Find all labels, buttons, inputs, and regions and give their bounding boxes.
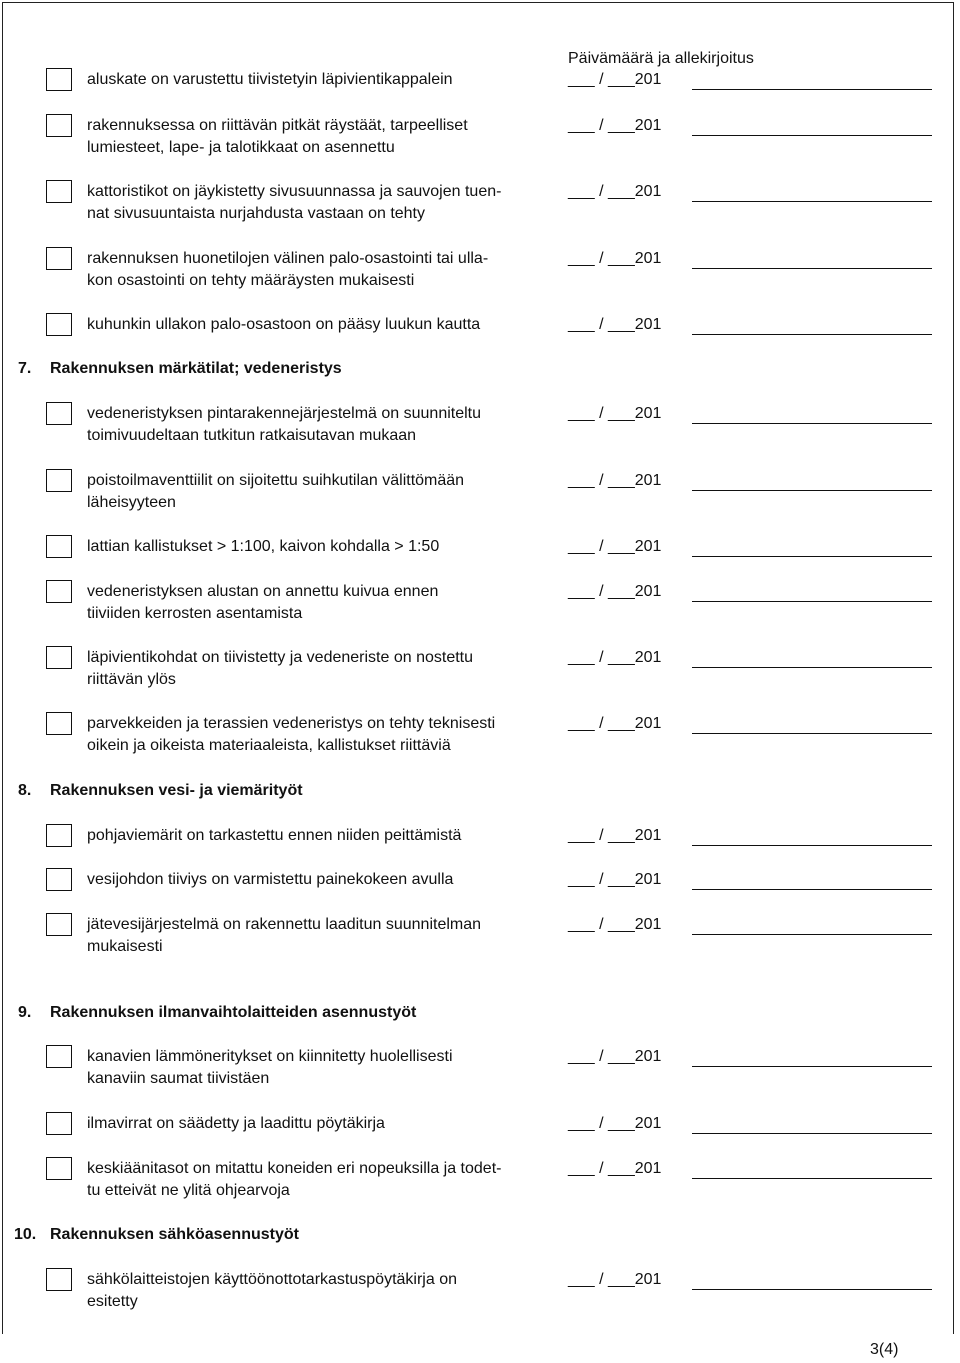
item-text <box>87 403 481 447</box>
date-field[interactable]: ___ / ___201 <box>568 649 662 666</box>
item-text <box>87 825 461 847</box>
item-text-line: lattian kallistukset > 1:100, kaivon kohdalla > 1:50 <box>87 538 440 555</box>
item-text-line: ilmavirrat on säädetty ja laadittu pöytäkirja <box>87 1115 385 1132</box>
section-number: 9. <box>18 1004 32 1021</box>
item-text-line: parvekkeiden ja terassien vedeneristys on tehty teknisesti <box>87 715 496 732</box>
section-number: 7. <box>18 360 32 377</box>
checkbox[interactable] <box>46 313 72 336</box>
date-field[interactable]: ___ / ___201 <box>568 316 662 333</box>
date-field[interactable]: ___ / ___201 <box>568 405 662 422</box>
section-number: 10. <box>14 1226 37 1243</box>
signature-line[interactable] <box>692 1133 932 1134</box>
item-text <box>87 1158 501 1202</box>
signature-line[interactable] <box>692 556 932 557</box>
checkbox[interactable] <box>46 535 72 558</box>
section-number: 8. <box>18 782 32 799</box>
item-text <box>87 248 488 292</box>
item-text-line: kattoristikot on jäykistetty sivusuunnassa ja sauvojen tuen- <box>87 183 502 200</box>
signature-line[interactable] <box>692 1066 932 1067</box>
section-heading <box>0 1224 960 1246</box>
date-field[interactable]: ___ / ___201 <box>568 715 662 732</box>
item-text <box>87 869 453 891</box>
date-field[interactable]: ___ / ___201 <box>568 1115 662 1132</box>
item-text-line: rakennuksen huonetilojen välinen palo-osastointi tai ulla- <box>87 250 489 267</box>
signature-line[interactable] <box>692 490 932 491</box>
date-field[interactable]: ___ / ___201 <box>568 1160 662 1177</box>
checkbox[interactable] <box>46 868 72 891</box>
signature-line[interactable] <box>692 201 932 202</box>
checkbox[interactable] <box>46 68 72 91</box>
date-field[interactable]: ___ / ___201 <box>568 1048 662 1065</box>
date-field[interactable]: ___ / ___201 <box>568 117 662 134</box>
checkbox[interactable] <box>46 913 72 936</box>
checkbox[interactable] <box>46 1268 72 1291</box>
item-text <box>87 1269 457 1313</box>
signature-line[interactable] <box>692 268 932 269</box>
item-text-line: tu etteivät ne ylitä ohjearvoja <box>87 1182 290 1199</box>
item-text-line: lumiesteet, lape- ja talotikkaat on asennettu <box>87 139 395 156</box>
signature-line[interactable] <box>692 1289 932 1290</box>
item-text-line: jätevesijärjestelmä on rakennettu laaditun suunnitelman <box>87 916 482 933</box>
date-field[interactable]: ___ / ___201 <box>568 250 662 267</box>
item-text-line: tiiviiden kerrosten asentamista <box>87 605 303 622</box>
signature-line[interactable] <box>692 334 932 335</box>
item-text-line: riittävän ylös <box>87 671 176 688</box>
signature-line[interactable] <box>692 733 932 734</box>
item-text <box>87 536 439 558</box>
section-heading <box>0 358 960 380</box>
item-text <box>87 647 473 691</box>
date-field[interactable]: ___ / ___201 <box>568 71 662 88</box>
item-text-line: läpivientikohdat on tiivistetty ja vedeneriste on nostettu <box>87 649 474 666</box>
item-text-line: kon osastointi on tehty määräysten mukaisesti <box>87 272 415 289</box>
item-text <box>87 314 480 336</box>
signature-line[interactable] <box>692 1178 932 1179</box>
section-heading <box>0 780 960 802</box>
checkbox[interactable] <box>46 114 72 137</box>
section-title: Rakennuksen vesi- ja viemärityöt <box>50 782 303 799</box>
item-text-line: nat sivusuuntaista nurjahdusta vastaan on tehty <box>87 205 425 222</box>
item-text <box>87 69 453 91</box>
item-text-line: kanavien lämmöneritykset on kiinnitetty huolellisesti <box>87 1048 453 1065</box>
signature-line[interactable] <box>692 89 932 90</box>
item-text-line: vedeneristyksen alustan on annettu kuivua ennen <box>87 583 439 600</box>
signature-line[interactable] <box>692 667 932 668</box>
item-text-line: sähkölaitteistojen käyttöönottotarkastuspöytäkirja on <box>87 1271 457 1288</box>
item-text <box>87 181 501 225</box>
item-text <box>87 713 495 757</box>
checkbox[interactable] <box>46 180 72 203</box>
item-text <box>87 115 468 159</box>
item-text-line: vesijohdon tiiviys on varmistettu painekokeen avulla <box>87 871 454 888</box>
checkbox[interactable] <box>46 646 72 669</box>
section-title: Rakennuksen ilmanvaihtolaitteiden asennustyöt <box>50 1004 417 1021</box>
date-field[interactable]: ___ / ___201 <box>568 871 662 888</box>
item-text-line: rakennuksessa on riittävän pitkät räystäät, tarpeelliset <box>87 117 468 134</box>
checkbox[interactable] <box>46 824 72 847</box>
date-field[interactable]: ___ / ___201 <box>568 583 662 600</box>
date-field[interactable]: ___ / ___201 <box>568 183 662 200</box>
signature-line[interactable] <box>692 423 932 424</box>
checkbox[interactable] <box>46 1157 72 1180</box>
item-text <box>87 1113 385 1135</box>
checkbox[interactable] <box>46 1045 72 1068</box>
checkbox[interactable] <box>46 469 72 492</box>
section-title: Rakennuksen sähköasennustyöt <box>50 1226 299 1243</box>
item-text-line: kanaviin saumat tiivistäen <box>87 1070 270 1087</box>
signature-line[interactable] <box>692 845 932 846</box>
date-signature-header: Päivämäärä ja allekirjoitus <box>568 50 754 67</box>
item-text-line: oikein ja oikeista materiaaleista, kallistukset riittäviä <box>87 737 451 754</box>
signature-line[interactable] <box>692 889 932 890</box>
item-text-line: mukaisesti <box>87 938 163 955</box>
checkbox[interactable] <box>46 580 72 603</box>
checkbox[interactable] <box>46 1112 72 1135</box>
section-title: Rakennuksen märkätilat; vedeneristys <box>50 360 342 377</box>
item-text-line: keskiäänitasot on mitattu koneiden eri nopeuksilla ja todet- <box>87 1160 502 1177</box>
signature-line[interactable] <box>692 135 932 136</box>
item-text <box>87 470 464 514</box>
item-text-line: esitetty <box>87 1293 138 1310</box>
item-text <box>87 581 438 625</box>
date-field[interactable]: ___ / ___201 <box>568 1271 662 1288</box>
checkbox[interactable] <box>46 247 72 270</box>
checkbox[interactable] <box>46 712 72 735</box>
date-field[interactable]: ___ / ___201 <box>568 472 662 489</box>
item-text-line: aluskate on varustettu tiivistetyin läpivientikappalein <box>87 71 453 88</box>
item-text <box>87 1046 453 1090</box>
signature-line[interactable] <box>692 601 932 602</box>
date-field[interactable]: ___ / ___201 <box>568 538 662 555</box>
page-number: 3(4) <box>870 1341 899 1358</box>
item-text-line: poistoilmaventtiilit on sijoitettu suihkutilan välittömään <box>87 472 465 489</box>
date-field[interactable]: ___ / ___201 <box>568 827 662 844</box>
item-text <box>87 914 481 958</box>
item-text-line: läheisyyteen <box>87 494 176 511</box>
item-text-line: pohjaviemärit on tarkastettu ennen niiden peittämistä <box>87 827 462 844</box>
date-field[interactable]: ___ / ___201 <box>568 916 662 933</box>
section-heading <box>0 1002 960 1024</box>
checkbox[interactable] <box>46 402 72 425</box>
signature-line[interactable] <box>692 934 932 935</box>
item-text-line: vedeneristyksen pintarakennejärjestelmä on suunniteltu <box>87 405 482 422</box>
item-text-line: kuhunkin ullakon palo-osastoon on pääsy luukun kautta <box>87 316 481 333</box>
item-text-line: toimivuudeltaan tutkitun ratkaisutavan mukaan <box>87 427 417 444</box>
